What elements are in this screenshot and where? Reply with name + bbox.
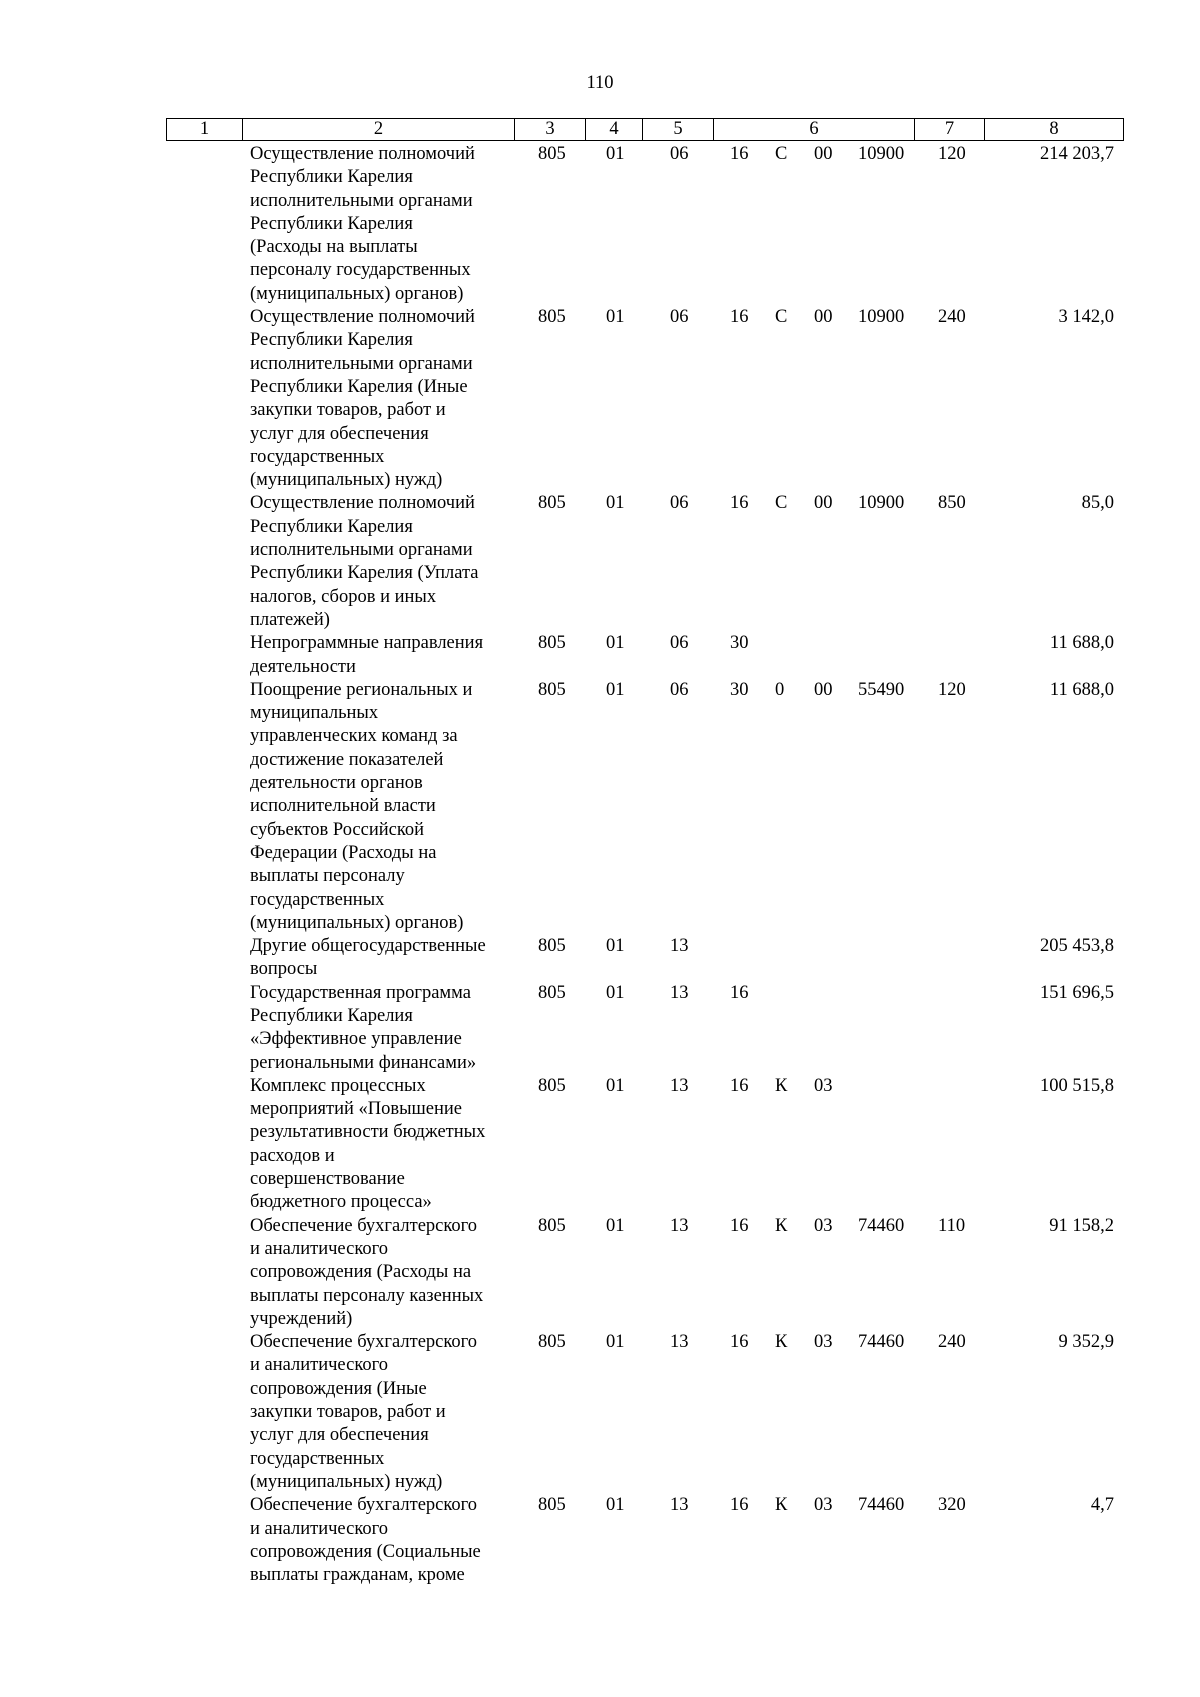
row-name-line: Обеспечение бухгалтерского [250,1332,478,1353]
code-subsection: 13 [670,1215,689,1236]
code-program: 30 [730,679,749,700]
row-name-line: бюджетного процесса» [250,1192,432,1213]
row-name-line: услуг для обеспечения [250,1425,429,1446]
code-subsection: 06 [670,307,689,328]
code-expense-type: 320 [938,1495,966,1516]
code-expense-type: 120 [938,679,966,700]
code-subprogram: К [775,1332,788,1353]
code-expense-type: 120 [938,144,966,164]
code-subprogram: 0 [775,679,785,700]
row-name-line: налогов, сборов и иных [250,586,437,607]
row-name-line: государственных [250,889,385,910]
amount: 91 158,2 [1049,1215,1114,1236]
code-direction: 74460 [858,1332,905,1353]
code-expense-type: 850 [938,493,966,514]
row-name-line: и аналитического [250,1238,388,1259]
table-row [0,492,1200,632]
row-name-line: закупки товаров, работ и [250,400,446,421]
code-section: 01 [606,1075,625,1096]
budget-table-body [0,143,1200,1587]
code-subprogram: К [775,1215,788,1236]
code-event: 03 [814,1075,833,1096]
row-name-line: Комплекс процессных [250,1075,426,1096]
row-name-line: муниципальных [250,703,379,724]
code-subprogram: С [775,493,788,514]
row-name-line: Республики Карелия [250,213,413,234]
amount: 11 688,0 [1049,679,1114,700]
table-row [0,306,1200,492]
amount: 11 688,0 [1049,633,1114,654]
row-name-line: мероприятий «Повышение [250,1099,462,1120]
row-name-line: учреждений) [250,1308,353,1329]
row-name [250,143,520,306]
code-chapter: 805 [538,936,566,957]
row-name-line: Обеспечение бухгалтерского [250,1215,478,1236]
table-row [0,679,1200,935]
row-name-line: и аналитического [250,1518,388,1539]
row-name [250,982,520,1075]
code-program: 16 [730,1215,749,1236]
code-subsection: 13 [670,936,689,957]
row-name-line: услуг для обеспечения [250,423,429,444]
column-header-1: 1 [167,119,243,141]
column-header-4: 4 [586,119,643,141]
code-chapter: 805 [538,633,566,654]
amount: 214 203,7 [1040,144,1114,164]
code-program: 16 [730,982,749,1003]
code-subsection: 13 [670,982,689,1003]
row-name-line: исполнительными органами [250,540,473,561]
row-name-line: «Эффективное управление [250,1029,462,1050]
row-name-line: деятельности органов [250,773,423,794]
code-chapter: 805 [538,144,566,164]
code-section: 01 [606,1495,625,1516]
code-expense-type: 110 [938,1215,966,1236]
code-chapter: 805 [538,982,566,1003]
code-program: 30 [730,633,749,654]
code-chapter: 805 [538,1215,566,1236]
row-name-line: управленческих команд за [250,726,458,747]
amount: 100 515,8 [1040,1075,1114,1096]
row-name-line: Республики Карелия (Иные [250,376,468,397]
code-subprogram: С [775,144,788,164]
page-number: 110 [586,73,614,93]
code-subprogram: К [775,1075,788,1096]
code-direction: 10900 [858,493,905,514]
row-name-line: Республики Карелия [250,1005,413,1026]
row-name-line: (муниципальных) органов) [250,283,464,304]
row-name-line: деятельности [250,656,356,677]
code-direction: 74460 [858,1495,905,1516]
row-name-line: (муниципальных) органов) [250,912,464,933]
row-name-line: Поощрение региональных и [250,679,473,700]
code-subsection: 13 [670,1495,689,1516]
row-name-line: расходов и [250,1145,335,1166]
code-chapter: 805 [538,1495,566,1516]
code-event: 03 [814,1332,833,1353]
row-name [250,492,520,632]
row-name-line: выплаты персоналу казенных [250,1285,484,1306]
code-program: 16 [730,1332,749,1353]
code-chapter: 805 [538,679,566,700]
row-name-line: Осуществление полномочий [250,493,475,514]
code-program: 16 [730,144,749,164]
column-header-row [167,119,1124,141]
code-chapter: 805 [538,1075,566,1096]
amount: 205 453,8 [1040,936,1114,957]
code-direction: 74460 [858,1215,905,1236]
code-chapter: 805 [538,493,566,514]
table-row [0,1215,1200,1331]
code-subprogram: К [775,1495,788,1516]
row-name [250,306,520,492]
column-header-7: 7 [915,119,985,141]
row-name-line: (Расходы на выплаты [250,237,418,258]
row-name [250,679,520,935]
code-program: 16 [730,307,749,328]
code-section: 01 [606,493,625,514]
table-row [0,1075,1200,1215]
code-event: 00 [814,679,833,700]
code-subsection: 06 [670,633,689,654]
row-name [250,1215,520,1331]
row-name-line: (муниципальных) нужд) [250,1471,443,1492]
column-header-8: 8 [985,119,1124,141]
code-section: 01 [606,633,625,654]
code-section: 01 [606,1215,625,1236]
row-name-line: Другие общегосударственные [250,936,486,957]
code-section: 01 [606,307,625,328]
row-name [250,632,520,679]
amount: 9 352,9 [1058,1332,1114,1353]
code-event: 00 [814,307,833,328]
row-name-line: и аналитического [250,1355,388,1376]
row-name-line: исполнительными органами [250,353,473,374]
column-header-2: 2 [243,119,515,141]
code-event: 03 [814,1495,833,1516]
code-direction: 55490 [858,679,905,700]
code-subsection: 06 [670,144,689,164]
row-name [250,1494,520,1587]
row-name-line: достижение показателей [250,749,444,770]
row-name-line: Республики Карелия [250,516,413,537]
row-name-line: Осуществление полномочий [250,144,475,164]
row-name-line: персоналу государственных [250,260,471,281]
row-name-line: Республики Карелия (Уплата [250,563,479,584]
column-header-6: 6 [714,119,915,141]
code-chapter: 805 [538,307,566,328]
row-name-line: результативности бюджетных [250,1122,486,1143]
table-row [0,1331,1200,1494]
code-program: 16 [730,1495,749,1516]
code-subsection: 06 [670,679,689,700]
row-name-line: государственных [250,446,385,467]
row-name-line: Республики Карелия [250,330,413,351]
code-direction: 10900 [858,144,905,164]
code-section: 01 [606,982,625,1003]
row-name-line: вопросы [250,959,318,980]
code-event: 03 [814,1215,833,1236]
row-name-line: Республики Карелия [250,167,413,188]
row-name-line: Обеспечение бухгалтерского [250,1495,478,1516]
table-row [0,982,1200,1075]
column-header-3: 3 [515,119,586,141]
column-header-table [166,118,1124,141]
row-name-line: Непрограммные направления [250,633,484,654]
code-expense-type: 240 [938,1332,966,1353]
row-name [250,1331,520,1494]
row-name-line: сопровождения (Иные [250,1378,427,1399]
code-event: 00 [814,144,833,164]
row-name-line: выплаты персоналу [250,866,405,887]
amount: 85,0 [1081,493,1114,514]
row-name-line: исполнительной власти [250,796,436,817]
code-subprogram: С [775,307,788,328]
row-name [250,1075,520,1215]
code-section: 01 [606,679,625,700]
row-name-line: совершенствование [250,1169,405,1190]
table-row [0,1494,1200,1587]
code-section: 01 [606,936,625,957]
row-name-line: сопровождения (Расходы на [250,1262,472,1283]
code-subsection: 06 [670,493,689,514]
code-section: 01 [606,144,625,164]
code-expense-type: 240 [938,307,966,328]
amount: 4,7 [1090,1495,1114,1516]
amount: 151 696,5 [1040,982,1114,1003]
row-name [250,935,520,982]
row-name-line: выплаты гражданам, кроме [250,1565,465,1586]
row-name-line: (муниципальных) нужд) [250,470,443,491]
amount: 3 142,0 [1058,307,1114,328]
code-subsection: 13 [670,1075,689,1096]
row-name-line: региональными финансами» [250,1052,477,1073]
code-chapter: 805 [538,1332,566,1353]
code-direction: 10900 [858,307,905,328]
code-section: 01 [606,1332,625,1353]
code-program: 16 [730,1075,749,1096]
row-name-line: исполнительными органами [250,190,473,211]
table-row [0,143,1200,306]
row-name-line: Осуществление полномочий [250,307,475,328]
row-name-line: закупки товаров, работ и [250,1402,446,1423]
row-name-line: Федерации (Расходы на [250,842,437,863]
row-name-line: субъектов Российской [250,819,425,840]
row-name-line: сопровождения (Социальные [250,1541,481,1562]
row-name-line: Государственная программа [250,982,471,1003]
row-name-line: государственных [250,1448,385,1469]
table-row [0,935,1200,982]
table-row [0,632,1200,679]
code-program: 16 [730,493,749,514]
column-header-5: 5 [643,119,714,141]
code-subsection: 13 [670,1332,689,1353]
code-event: 00 [814,493,833,514]
row-name-line: платежей) [250,609,330,630]
